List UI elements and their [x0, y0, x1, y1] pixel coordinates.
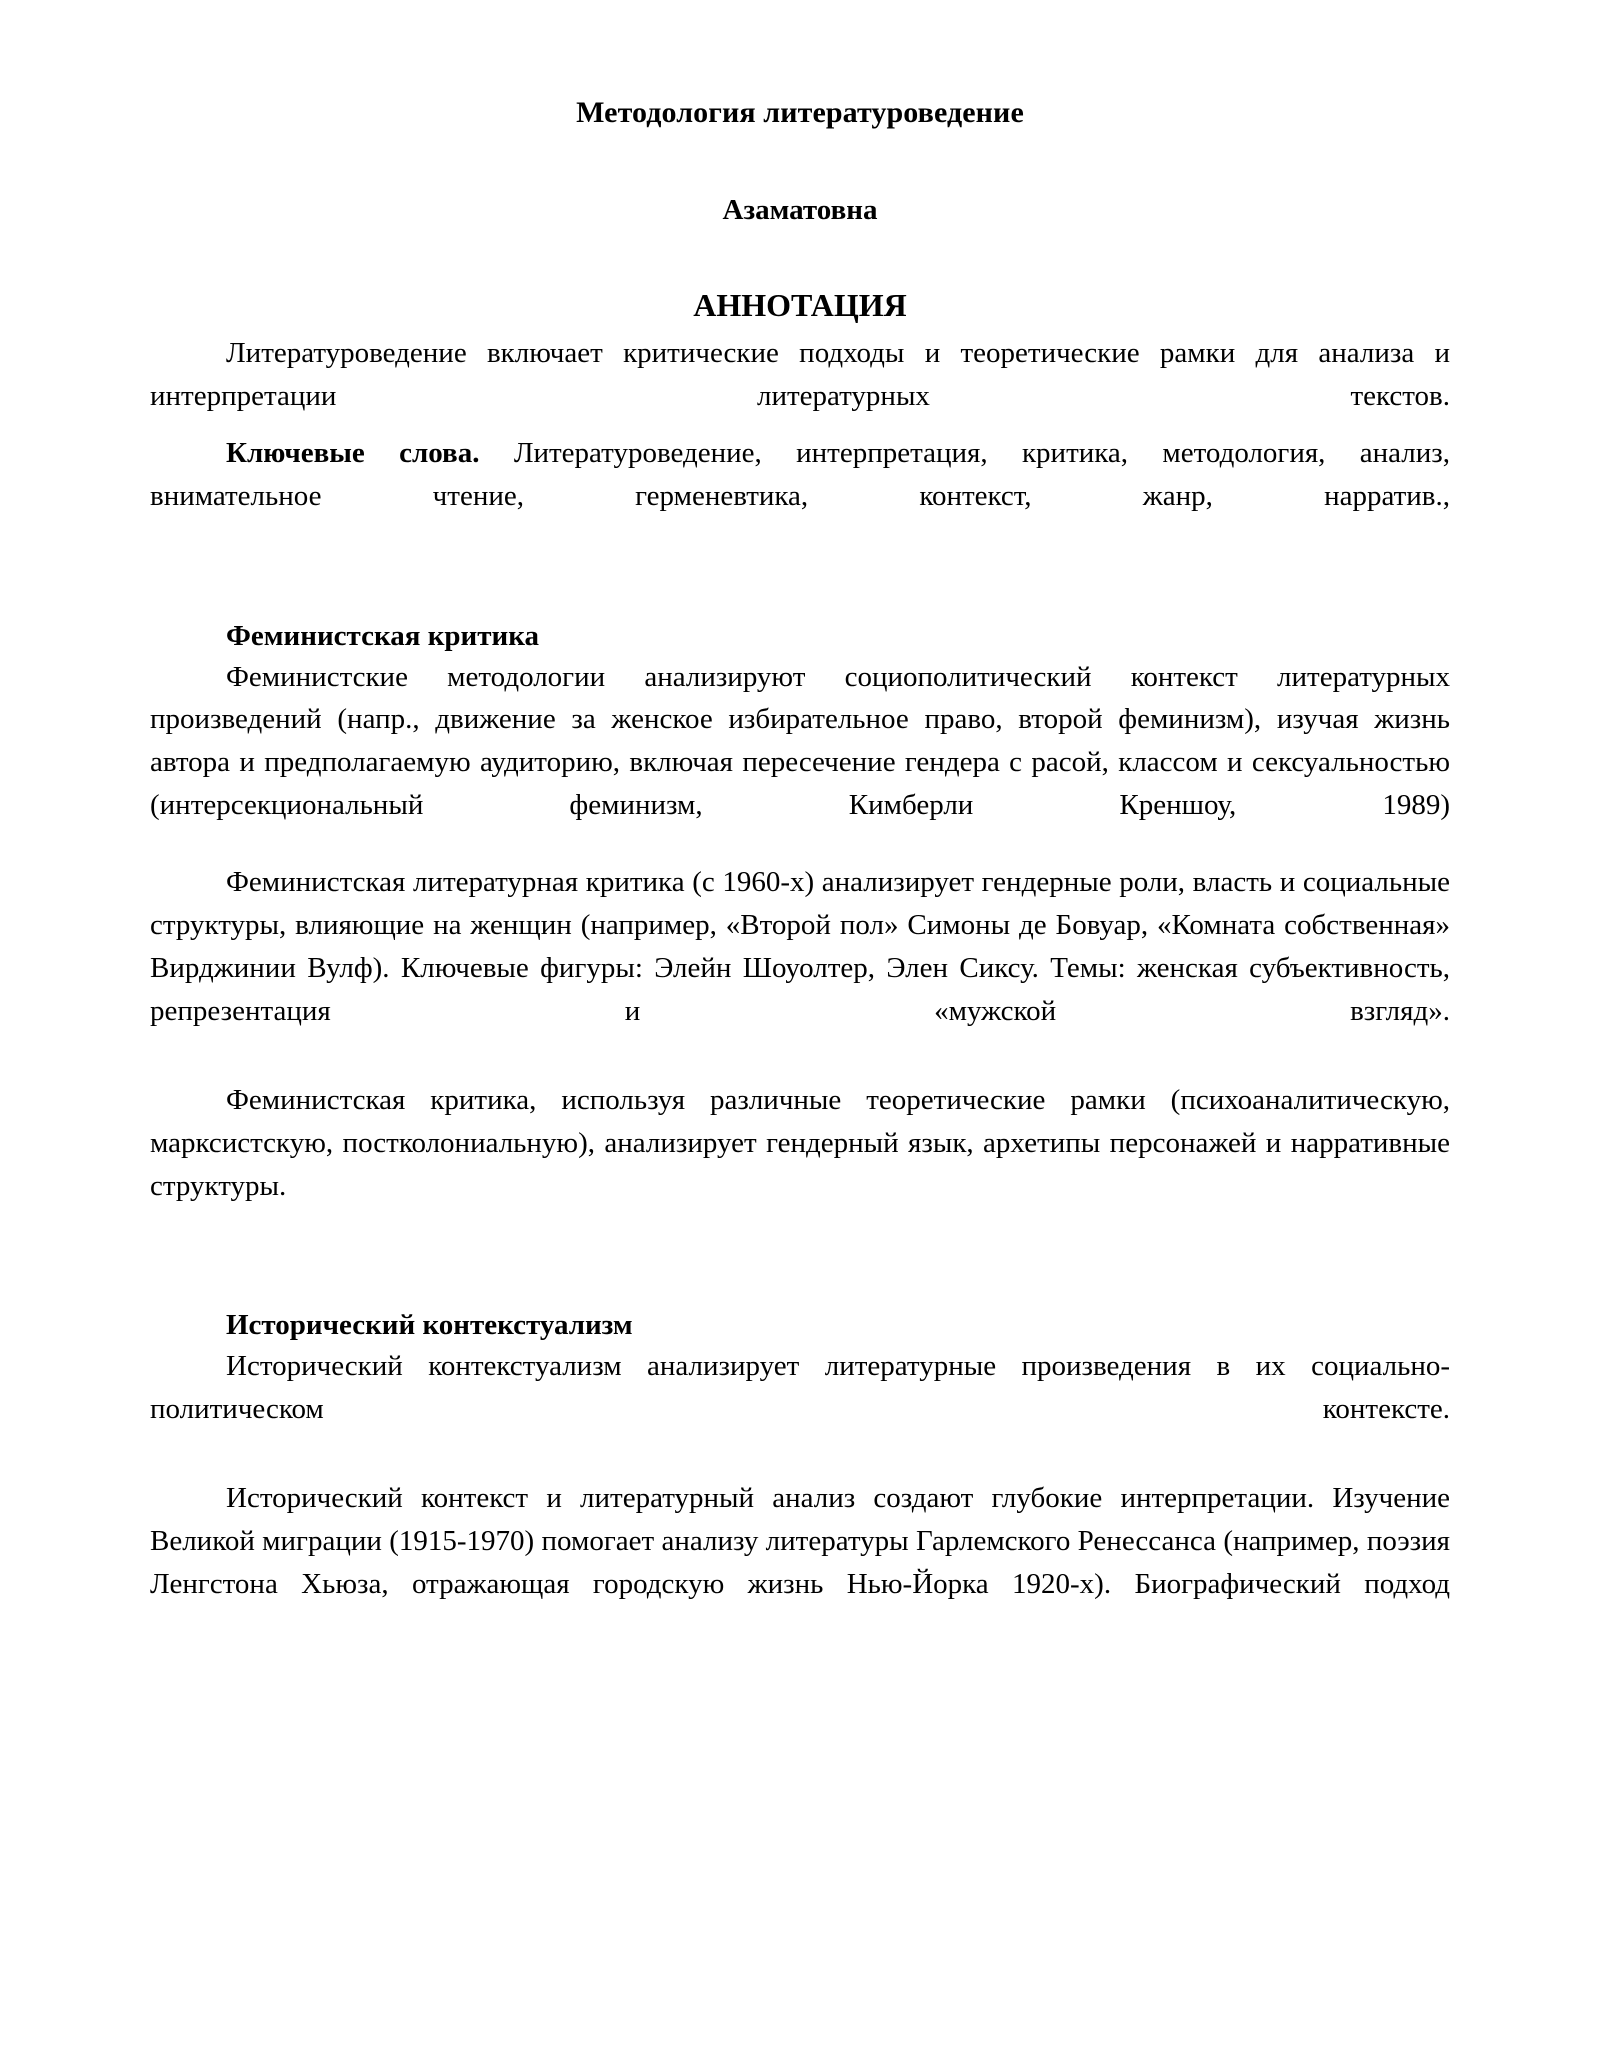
page-title: Методология литературоведение — [576, 96, 1024, 129]
abstract-heading: АННОТАЦИЯ — [693, 286, 907, 323]
abstract-paragraph: Литературоведение включает критические подходы и теоретические рамки для анализа и интерпретации литературных текстов. — [150, 337, 1450, 413]
section-spacer — [150, 518, 1450, 618]
paragraph-spacer — [150, 827, 1450, 861]
section-heading-historical-contextualism: Исторический контекстуализм — [226, 1309, 633, 1342]
feminist-paragraph-1: Феминистские методологии анализируют социополитический контекст литературных произведений (напр., движение за женское избирательное право, второй феминизм), изучая жизнь автора и предполагаемую аудиторию, включая пересечение гендера с расой, классом и сексуальностью (интерсекциональный феминизм, Кимберли Креншоу, 1989) — [150, 660, 1450, 822]
historical-paragraph-1: Исторический контекстуализм анализирует литературные произведения в их социально-политическом контексте. — [150, 1350, 1450, 1426]
feminist-paragraph-3: Феминистская критика, используя различные теоретические рамки (психоаналитическую, марксистскую, постколониальную), анализирует гендерный язык, архетипы персонажей и нарративные структуры. — [150, 1083, 1450, 1202]
paragraph-spacer — [150, 1033, 1450, 1079]
keywords-label: Ключевые слова. — [226, 437, 480, 469]
feminist-paragraph-2: Феминистская литературная критика (с 1960-х) анализирует гендерные роли, власть и социальные структуры, влияющие на женщин (например, «Второй пол» Симоны де Бовуар, «Комната собственная» Вирджинии Вулф). Ключевые фигуры: Элейн Шоуолтер, Элен Сиксу. Темы: женская субъективность, репрезентация и «мужской взгляд». — [150, 866, 1450, 1027]
author-name: Азаматовна — [722, 194, 878, 226]
section-spacer — [150, 1207, 1450, 1307]
paragraph-spacer — [150, 1431, 1450, 1477]
section-heading-feminist-criticism: Феминистская критика — [226, 619, 539, 652]
keywords-list: Литературоведение, интерпретация, критика, методология, анализ, внимательное чтение, герменевтика, контекст, жанр, нарратив., — [150, 437, 1450, 512]
keywords-paragraph — [150, 418, 1450, 518]
historical-paragraph-2: Исторический контекст и литературный анализ создают глубокие интерпретации. Изучение Великой миграции (1915-1970) помогает анализу литературы Гарлемского Ренессанса (например, поэзия Ленгстона Хьюза, отражающая городскую жизнь Нью-Йорка 1920-х). Биографический подход — [150, 1481, 1450, 1600]
